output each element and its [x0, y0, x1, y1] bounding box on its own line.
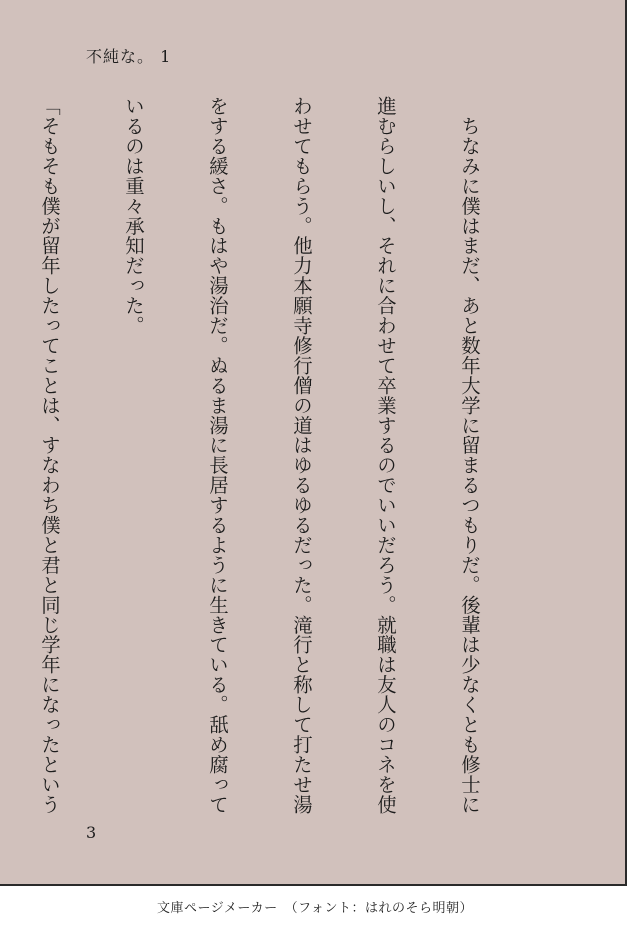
running-header: 不純な。 1: [86, 47, 172, 66]
page-number: 3: [86, 823, 97, 842]
text-column: わせてもらう。他力本願寺修行僧の道はゆるゆるだった。滝行と称して打たせ湯: [290, 96, 313, 815]
text-column: 「そもそも僕が留年したってことは、すなわち僕と君と同じ学年になったという: [38, 96, 61, 815]
generator-credit: 文庫ページメーカー （フォント：はれのそら明朝）: [157, 901, 473, 916]
text-column: をする緩さ。もはや湯治だ。ぬるま湯に長居するように生きている。舐め腐って: [206, 96, 229, 815]
vertical-text-body: [0, 96, 539, 815]
text-column: いるのは重々承知だった。: [122, 96, 145, 336]
text-column: 進むらしいし、それに合わせて卒業するのでいいだろう。就職は友人のコネを使: [374, 96, 397, 815]
text-column: ちなみに僕はまだ、あと数年大学に留まるつもりだ。後輩は少なくとも修士に: [458, 96, 481, 815]
